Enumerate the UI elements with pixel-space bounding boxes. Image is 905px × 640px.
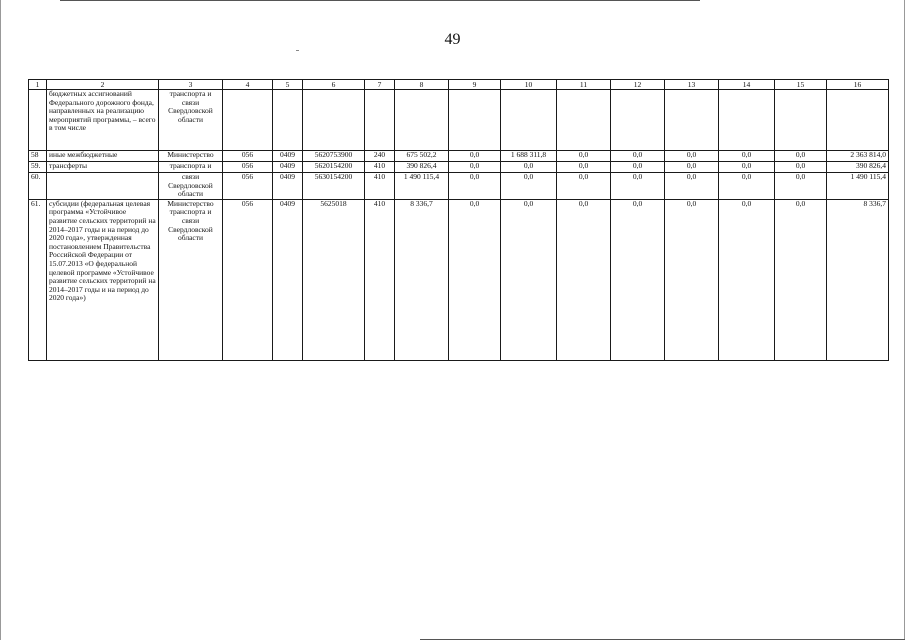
amount-cell: 0,0	[719, 173, 775, 200]
amount-cell: 0,0	[719, 151, 775, 162]
header-cell: 15	[775, 80, 827, 90]
ministry-code-cell: 056	[223, 151, 273, 162]
organization-cell: Министерство транспорта и связи Свердловской области	[159, 199, 223, 360]
table-row	[29, 173, 889, 200]
amount-cell: 0,0	[557, 151, 611, 162]
table-cell	[273, 90, 303, 151]
amount-cell: 0,0	[719, 162, 775, 173]
table-cell	[395, 90, 449, 151]
ministry-code-cell: 056	[223, 173, 273, 200]
description-cell: иные межбюджетные	[47, 151, 159, 162]
table-cell	[449, 90, 501, 151]
amount-cell: 0,0	[557, 162, 611, 173]
row-number-cell: 59.	[29, 162, 47, 173]
amount-cell: 0,0	[449, 151, 501, 162]
amount-cell: 675 502,2	[395, 151, 449, 162]
amount-cell: 0,0	[501, 199, 557, 360]
amount-cell: 0,0	[611, 173, 665, 200]
section-code-cell: 0409	[273, 151, 303, 162]
table-row-continuation	[29, 90, 889, 151]
amount-cell: 1 490 115,4	[395, 173, 449, 200]
amount-cell: 8 336,7	[395, 199, 449, 360]
amount-cell: 0,0	[501, 173, 557, 200]
amount-cell: 0,0	[611, 151, 665, 162]
amount-cell: 0,0	[611, 199, 665, 360]
organization-cell: связи Свердловской области	[159, 173, 223, 200]
expense-type-cell: 410	[365, 173, 395, 200]
table-cell	[365, 90, 395, 151]
header-cell: 1	[29, 80, 47, 90]
table-cell	[665, 90, 719, 151]
row-number-cell: 60.	[29, 173, 47, 200]
organization-cell: транспорта и связи Свердловской области	[159, 90, 223, 151]
table-cell	[303, 90, 365, 151]
amount-cell: 0,0	[719, 199, 775, 360]
organization-cell: Министерство	[159, 151, 223, 162]
description-cell: трансферты	[47, 162, 159, 173]
page-number: 49	[444, 31, 461, 48]
expense-type-cell: 240	[365, 151, 395, 162]
total-cell: 8 336,7	[827, 199, 889, 360]
description-cell: субсидии (федеральная целевая программа «Устойчивое развитие сельских территорий на 2014–2017 годы и на период до 2020 года», утвержденная постановлением Правительства Российской Федерации от 15.07.2013 «О федеральной целевой программе «Устойчивое развитие сельских территорий на 2014–2017 годы и на период до 2020 года»)	[47, 199, 159, 360]
table-row	[29, 162, 889, 173]
table-row	[29, 199, 889, 360]
section-code-cell: 0409	[273, 199, 303, 360]
organization-cell: транспорта и	[159, 162, 223, 173]
section-code-cell: 0409	[273, 173, 303, 200]
header-cell: 12	[611, 80, 665, 90]
header-cell: 7	[365, 80, 395, 90]
header-cell: 9	[449, 80, 501, 90]
amount-cell: 0,0	[665, 151, 719, 162]
total-cell: 390 826,4	[827, 162, 889, 173]
scan-edge-left	[0, 0, 1, 640]
amount-cell: 0,0	[611, 162, 665, 173]
scan-edge-top	[60, 0, 700, 1]
amount-cell: 0,0	[557, 199, 611, 360]
header-row	[29, 80, 889, 90]
header-cell: 5	[273, 80, 303, 90]
table-row	[29, 151, 889, 162]
expense-type-cell: 410	[365, 199, 395, 360]
header-cell: 11	[557, 80, 611, 90]
table-cell	[719, 90, 775, 151]
table-cell	[501, 90, 557, 151]
target-article-cell: 5620753900	[303, 151, 365, 162]
amount-cell: 0,0	[665, 173, 719, 200]
row-number-cell: 61.	[29, 199, 47, 360]
header-cell: 6	[303, 80, 365, 90]
scan-speck	[296, 50, 299, 51]
header-cell: 16	[827, 80, 889, 90]
amount-cell: 0,0	[665, 162, 719, 173]
table-cell	[611, 90, 665, 151]
ministry-code-cell: 056	[223, 199, 273, 360]
total-cell: 2 363 814,0	[827, 151, 889, 162]
description-cell: бюджетных ассигнований Федерального дорожного фонда, направленных на реализацию мероприятий программы, – всего в том числе	[47, 90, 159, 151]
amount-cell: 0,0	[775, 199, 827, 360]
row-number-cell: 58	[29, 151, 47, 162]
amount-cell: 0,0	[775, 173, 827, 200]
header-cell: 8	[395, 80, 449, 90]
description-cell	[47, 173, 159, 200]
header-cell: 10	[501, 80, 557, 90]
target-article-cell: 5625018	[303, 199, 365, 360]
amount-cell: 0,0	[449, 199, 501, 360]
budget-table	[28, 79, 889, 361]
amount-cell: 0,0	[449, 162, 501, 173]
amount-cell: 0,0	[501, 162, 557, 173]
amount-cell: 0,0	[665, 199, 719, 360]
target-article-cell: 5620154200	[303, 162, 365, 173]
expense-type-cell: 410	[365, 162, 395, 173]
header-cell: 13	[665, 80, 719, 90]
amount-cell: 0,0	[557, 173, 611, 200]
section-code-cell: 0409	[273, 162, 303, 173]
amount-cell: 0,0	[449, 173, 501, 200]
total-cell: 1 490 115,4	[827, 173, 889, 200]
target-article-cell: 5630154200	[303, 173, 365, 200]
table-cell	[827, 90, 889, 151]
header-cell: 2	[47, 80, 159, 90]
table-cell	[775, 90, 827, 151]
amount-cell: 1 688 311,8	[501, 151, 557, 162]
ministry-code-cell: 056	[223, 162, 273, 173]
row-number-cell	[29, 90, 47, 151]
header-cell: 4	[223, 80, 273, 90]
header-cell: 14	[719, 80, 775, 90]
table-cell	[557, 90, 611, 151]
amount-cell: 0,0	[775, 151, 827, 162]
amount-cell: 0,0	[775, 162, 827, 173]
amount-cell: 390 826,4	[395, 162, 449, 173]
table-cell	[223, 90, 273, 151]
header-cell: 3	[159, 80, 223, 90]
